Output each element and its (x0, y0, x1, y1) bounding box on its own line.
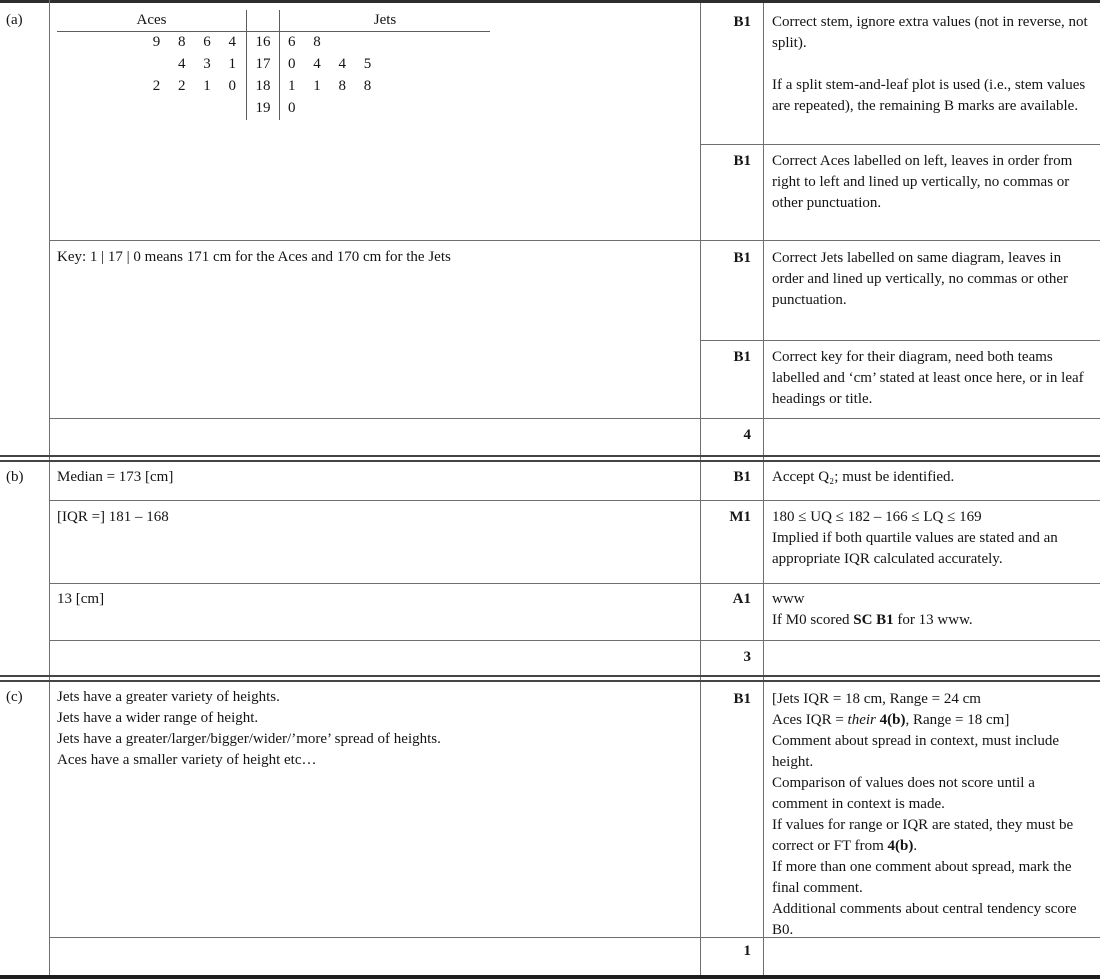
guidance-cell: Correct Jets labelled on same diagram, leaves in order and lined up vertically, no commas or other punctuation. (772, 250, 1069, 308)
aces-leaves: 2 2 1 0 (152, 78, 236, 94)
mark-code: B1 (733, 349, 751, 365)
answer-text: Jets have a greater variety of heights. (57, 689, 280, 705)
row-divider (49, 418, 1100, 419)
mark-code: B1 (733, 691, 751, 707)
mark-code: B1 (733, 153, 751, 169)
mark-code: M1 (729, 509, 751, 525)
answer-text: 13 [cm] (57, 591, 105, 607)
part-column-divider (49, 0, 50, 975)
stem-header-gap (246, 10, 280, 31)
jets-leaves: 0 (288, 100, 296, 116)
guidance-cell: 180 ≤ UQ ≤ 182 – 166 ≤ LQ ≤ 169 Implied if both quartile values are stated and an appropriate IQR calculated accurately. (772, 509, 1058, 567)
mark-code: B1 (733, 469, 751, 485)
total-marks-b: 3 (743, 649, 751, 665)
answer-text: Jets have a greater/larger/bigger/wider/’more’ spread of heights. (57, 731, 441, 747)
section-divider (0, 455, 1100, 462)
aces-leaves: 9 8 6 4 (152, 34, 236, 50)
key-text: Key: 1 | 17 | 0 means 171 cm for the Aces and 170 cm for the Jets (57, 249, 451, 265)
row-divider (700, 144, 1100, 145)
stem-value: 16 (246, 32, 280, 54)
section-divider (0, 675, 1100, 682)
answer-text: Median = 173 [cm] (57, 469, 174, 485)
part-label-b: (b) (6, 469, 24, 485)
guidance-column-divider (763, 3, 764, 975)
total-marks-c: 1 (743, 943, 751, 959)
row-divider (49, 640, 1100, 641)
answer-text: [IQR =] 181 – 168 (57, 509, 169, 525)
part-label-c: (c) (6, 689, 23, 705)
part-label-a: (a) (6, 12, 23, 28)
table-bottom-border (0, 975, 1100, 979)
right-team-label: Jets (373, 12, 397, 28)
row-divider (49, 500, 1100, 501)
stem-leaf-row (57, 32, 490, 54)
stem-leaf-row (57, 54, 490, 76)
stem-leaf-header (57, 10, 490, 32)
jets-leaves: 1 1 8 8 (288, 78, 372, 94)
row-divider (700, 340, 1100, 341)
stem-leaf-row (57, 76, 490, 98)
row-divider (49, 240, 1100, 241)
aces-leaves: 4 3 1 (178, 56, 236, 72)
mark-column-divider (700, 3, 701, 975)
aces-leaves (57, 98, 246, 120)
stem-value: 18 (246, 76, 280, 98)
stem-leaf-row (57, 98, 490, 120)
row-divider (49, 583, 1100, 584)
jets-leaves: 0 4 4 5 (288, 56, 372, 72)
stem-and-leaf-plot (57, 10, 490, 120)
guidance-cell: Accept Q₂; must be identified. (772, 469, 955, 485)
guidance-cell: Correct key for their diagram, need both teams labelled and ‘cm’ stated at least once here, or in leaf headings or title. (772, 349, 1084, 407)
stem-value: 19 (246, 98, 280, 120)
answer-text: Jets have a wider range of height. (57, 710, 259, 726)
mark-code: B1 (733, 14, 751, 30)
guidance-cell: [Jets IQR = 18 cm, Range = 24 cm Aces IQR = their 4(b), Range = 18 cm] Comment about spread in context, must include height. Comparison of values does not score until a comment in context is made. If values for range or IQR are stated, they must be correct or FT from 4(b). If more than one comment about spread, mark the final comment. Additional comments about central tendency score B0. (772, 691, 1077, 938)
guidance-cell: Correct stem, ignore extra values (not in reverse, not split). If a split stem-and-leaf plot is used (i.e., stem values are repeated), the remaining B marks are available. (772, 14, 1088, 114)
answer-text: Aces have a smaller variety of height etc… (57, 752, 317, 768)
stem-value: 17 (246, 54, 280, 76)
mark-code: A1 (732, 591, 751, 607)
mark-code: B1 (733, 250, 751, 266)
total-marks-a: 4 (743, 427, 751, 443)
guidance-cell: www If M0 scored SC B1 for 13 www. (772, 591, 973, 628)
guidance-cell: Correct Aces labelled on left, leaves in order from right to left and lined up vertically, no commas or other punctuation. (772, 153, 1073, 211)
table-top-border (0, 0, 1100, 3)
left-team-label: Aces (136, 12, 167, 28)
jets-leaves: 6 8 (288, 34, 321, 50)
answer-block (57, 687, 692, 771)
